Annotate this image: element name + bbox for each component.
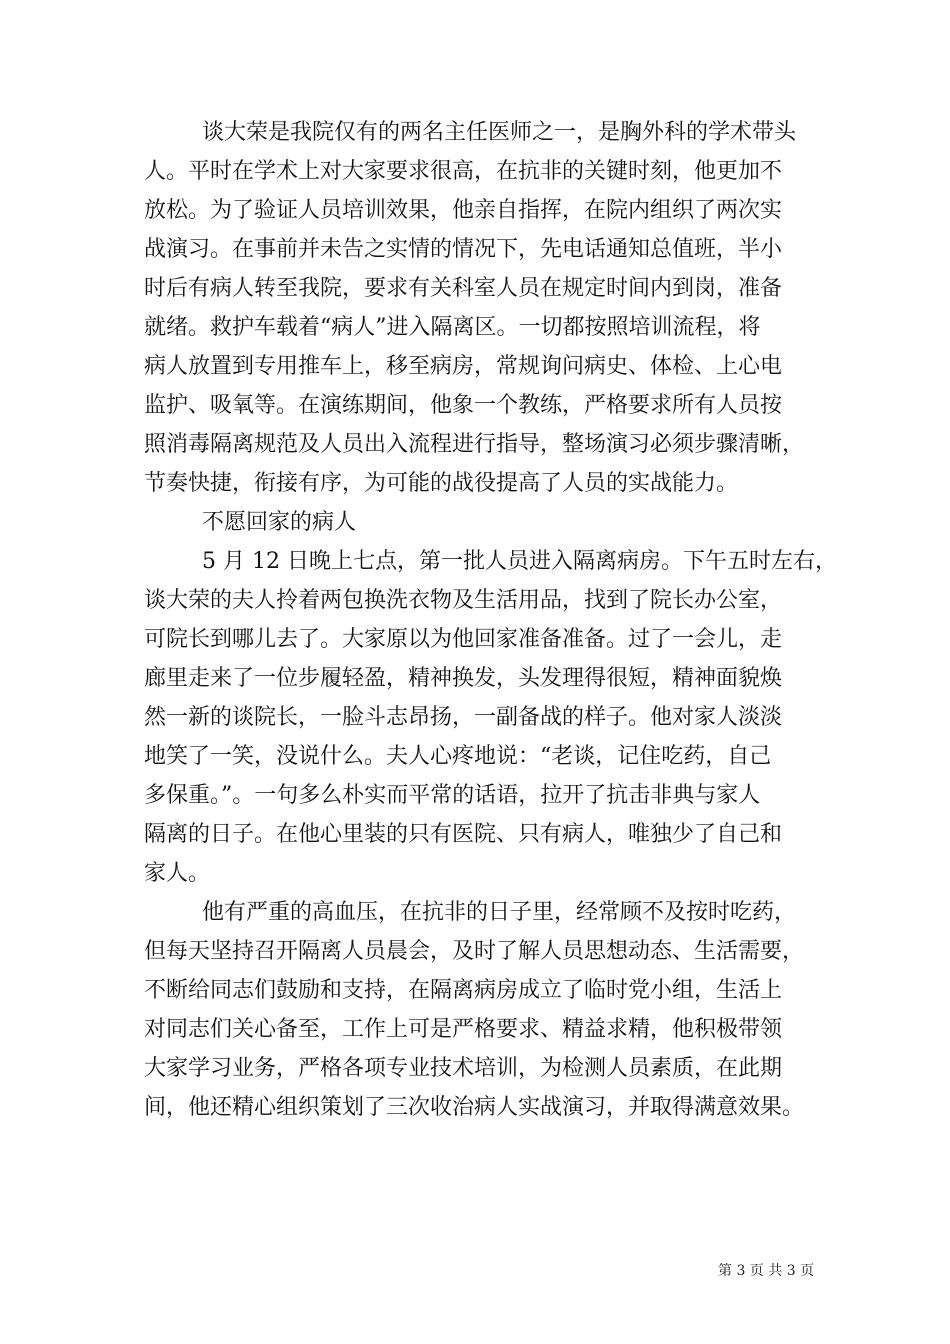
text-line: 多保重。”。一句多么朴实而平常的话语，拉开了抗击非典与家人 [144, 783, 761, 808]
text-line: 监护、吸氧等。在演练期间，他象一个教练，严格要求所有人员按 [144, 393, 783, 418]
text-line: 但每天坚持召开隔离人员晨会，及时了解人员思想动态、生活需要， [144, 939, 805, 964]
text-line: 病人放置到专用推车上，移至病房，常规询问病史、体检、上心电 [144, 354, 783, 379]
section-heading: 不愿回家的病人 [202, 510, 357, 535]
text-line: 谈大荣是我院仅有的两名主任医师之一，是胸外科的学术带头 [202, 120, 797, 145]
text-line: 廊里走来了一位步履轻盈，精神换发，头发理得很短，精神面貌焕 [144, 666, 783, 691]
text-line: 人。平时在学术上对大家要求很高，在抗非的关键时刻，他更加不 [144, 159, 783, 184]
text-line: 他有严重的高血压，在抗非的日子里，经常顾不及按时吃药， [202, 900, 797, 925]
page-number: 第 3 页 共 3 页 [718, 1263, 815, 1279]
text-line: 5 月 12 日晚上七点，第一批人员进入隔离病房。下午五时左右， [202, 549, 837, 574]
text-line: 不断给同志们鼓励和支持，在隔离病房成立了临时党小组，生活上 [144, 978, 783, 1003]
text-line: 节奏快捷，衔接有序，为可能的战役提高了人员的实战能力。 [144, 471, 739, 496]
text-line: 放松。为了验证人员培训效果，他亲自指挥，在院内组织了两次实 [144, 198, 783, 223]
text-line: 就绪。救护车载着“病人”进入隔离区。一切都按照培训流程，将 [144, 315, 761, 340]
text-line: 地笑了一笑，没说什么。夫人心疼地说：“老谈，记住吃药，自己 [144, 744, 772, 769]
text-line: 家人。 [144, 861, 211, 886]
text-line: 可院长到哪儿去了。大家原以为他回家准备准备。过了一会儿，走 [144, 627, 783, 652]
text-line: 谈大荣的夫人拎着两包换洗衣物及生活用品，找到了院长办公室， [144, 588, 783, 613]
text-line: 对同志们关心备至，工作上可是严格要求、精益求精，他积极带领 [144, 1017, 783, 1042]
text-line: 间，他还精心组织策划了三次收治病人实战演习，并取得满意效果。 [144, 1095, 805, 1120]
text-line: 然一新的谈院长，一脸斗志昂扬，一副备战的样子。他对家人淡淡 [144, 705, 783, 730]
text-line: 大家学习业务，严格各项专业技术培训，为检测人员素质，在此期 [144, 1056, 783, 1081]
text-line: 时后有病人转至我院，要求有关科室人员在规定时间内到岗，准备 [144, 276, 783, 301]
text-line: 战演习。在事前并未告之实情的情况下，先电话通知总值班，半小 [144, 237, 783, 262]
text-line: 隔离的日子。在他心里装的只有医院、只有病人，唯独少了自己和 [144, 822, 783, 847]
text-line: 照消毒隔离规范及人员出入流程进行指导，整场演习必须步骤清晰， [144, 432, 805, 457]
